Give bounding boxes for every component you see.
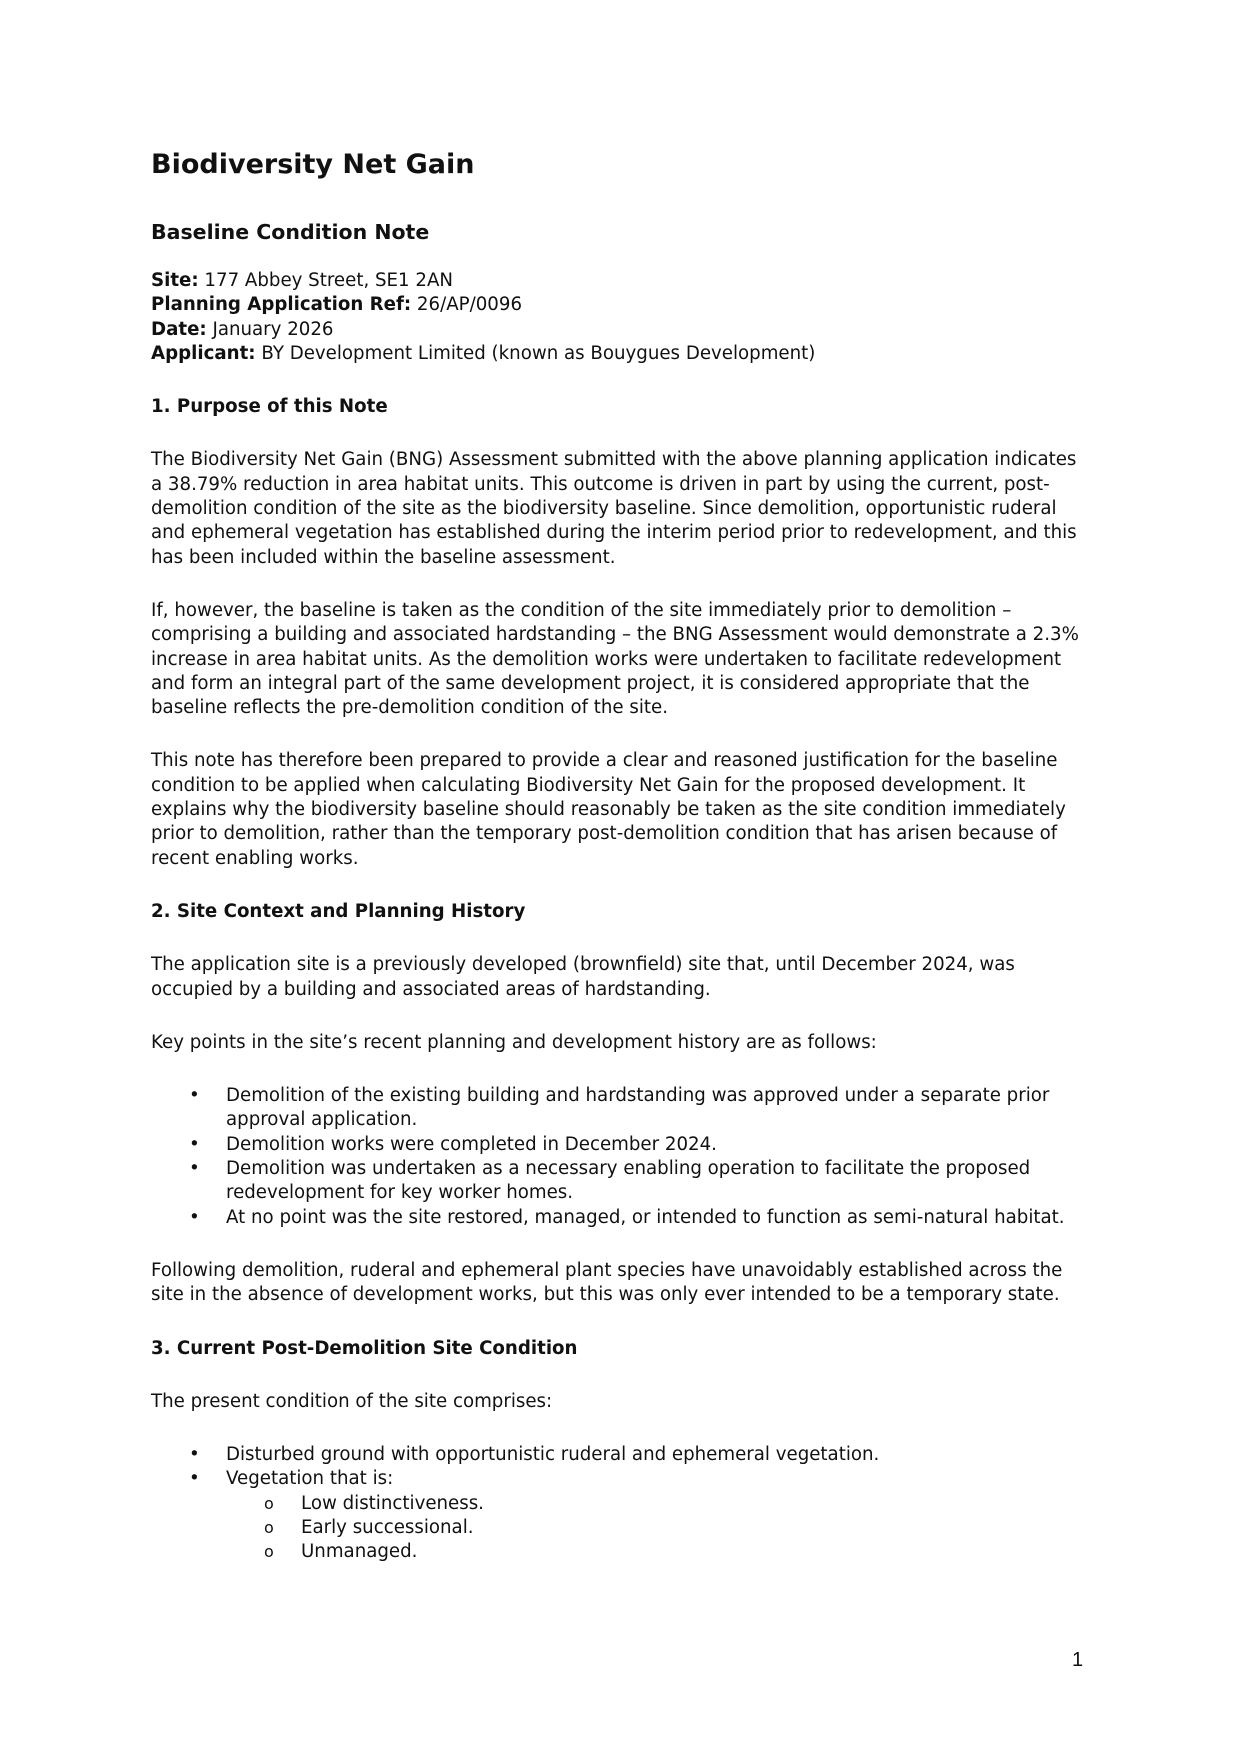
page-number: 1 <box>1072 1649 1084 1671</box>
section3-paragraph: The present condition of the site comprises: <box>151 1390 553 1412</box>
meta-site-value: 177 Abbey Street, SE1 2AN <box>198 270 454 291</box>
section2-paragraph: Following demolition, ruderal and ephemeral plant species have unavoidably established across the site in the absence of development works, but this was only ever intended to be a temporary state. <box>151 1259 1063 1306</box>
sub-list-item: o Early successional. <box>226 1516 1091 1540</box>
section1-paragraph: This note has therefore been prepared to provide a clear and reasoned justification for the baseline condition to be applied when calculating Biodiversity Net Gain for the proposed development. It explains why the biodiversity baseline should reasonably be taken as the site condition immediately prior to demolition, rather than the temporary post-demolition condition that has arisen because of recent enabling works. <box>151 750 1066 869</box>
section2-paragraph: Key points in the site’s recent planning and development history are as follows: <box>151 1031 877 1053</box>
meta-ref-value: 26/AP/0096 <box>411 294 523 316</box>
meta-site <box>151 269 1091 293</box>
sub-list <box>226 1492 1091 1565</box>
meta-date <box>151 318 1091 342</box>
list-item: • At no point was the site restored, managed, or intended to function as semi-natural habitat. <box>151 1206 1091 1230</box>
section1-paragraph: If, however, the baseline is taken as the condition of the site immediately prior to demolition – comprising a building and associated hardstanding – the BNG Assessment would demonstrate a 2.3% increase in area habitat units. As the demolition works were undertaken to facilitate redevelopment and form an integral part of the same development project, it is considered appropriate that the baseline reflects the pre-demolition condition of the site. <box>151 599 1079 719</box>
meta-applicant-value: BY Development Limited (known as Bouygues Development) <box>255 342 816 364</box>
meta-date-value: January 2026 <box>206 318 334 340</box>
meta-ref-label: Planning Application Ref: <box>151 294 412 316</box>
list-item-text: Vegetation that is: <box>226 1468 394 1490</box>
metadata-block <box>151 269 1091 366</box>
sub-list-item: o Unmanaged. <box>226 1540 1091 1564</box>
sub-list-item: o Low distinctiveness. <box>226 1492 1091 1516</box>
document-page <box>151 148 1091 1565</box>
meta-date-label: Date: <box>151 318 207 340</box>
meta-applicant-label: Applicant: <box>151 342 256 364</box>
meta-ref <box>151 293 1091 317</box>
section3-heading: 3. Current Post-Demolition Site Condition <box>151 1337 578 1359</box>
section2-paragraph: The application site is a previously developed (brownfield) site that, until December 2024, was occupied by a building and associated areas of hardstanding. <box>151 954 1015 1000</box>
meta-site-label: Site: <box>151 270 199 291</box>
document-subtitle: Baseline Condition Note <box>151 220 430 244</box>
list-item: • Demolition was undertaken as a necessary enabling operation to facilitate the proposed redevelopment for key worker homes. <box>151 1157 1091 1206</box>
section2-heading: 2. Site Context and Planning History <box>151 900 526 922</box>
list-item <box>151 1467 1091 1564</box>
document-title: Biodiversity Net Gain <box>151 149 475 180</box>
list-item: • Demolition works were completed in December 2024. <box>151 1133 1091 1157</box>
section1-paragraph: The Biodiversity Net Gain (BNG) Assessment submitted with the above planning application indicates a 38.79% reduction in area habitat units. This outcome is driven in part by using the current, post-demolition condition of the site as the biodiversity baseline. Since demolition, opportunistic ruderal and ephemeral vegetation has established during the interim period prior to redevelopment, and this has been included within the baseline assessment. <box>151 449 1077 568</box>
section1-heading: 1. Purpose of this Note <box>151 396 388 418</box>
history-list <box>151 1084 1091 1230</box>
condition-list <box>151 1443 1091 1564</box>
list-item: • Disturbed ground with opportunistic ruderal and ephemeral vegetation. <box>151 1443 1091 1467</box>
list-item: • Demolition of the existing building and hardstanding was approved under a separate prior approval application. <box>151 1084 1091 1133</box>
meta-applicant <box>151 342 1091 366</box>
